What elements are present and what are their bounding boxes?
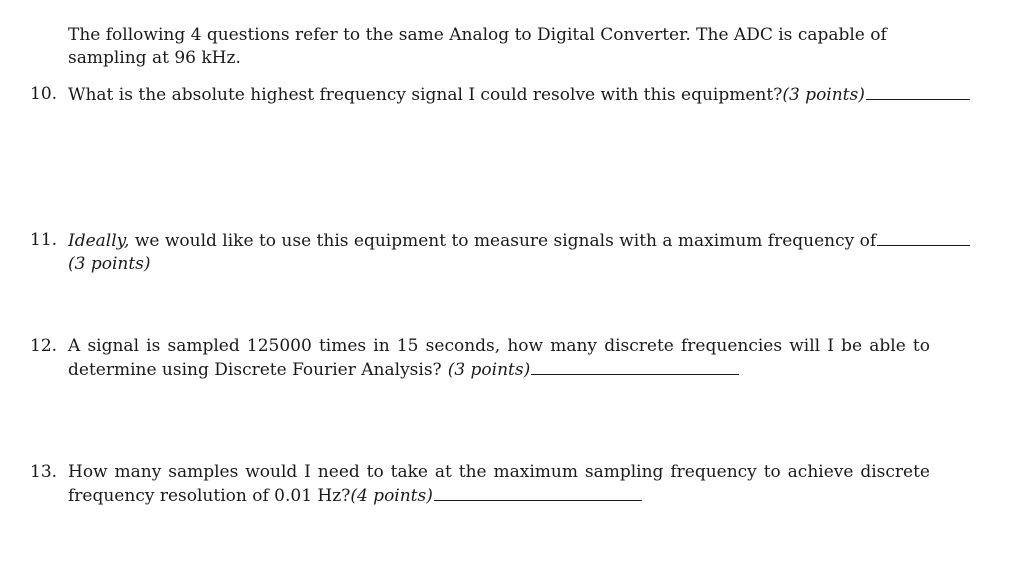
answer-blank[interactable] <box>877 229 970 246</box>
answer-blank[interactable] <box>531 358 739 375</box>
question-10 <box>30 83 970 107</box>
question-text-line-1: A signal is sampled 125000 times in 15 seconds, how many discrete frequencies will I be able to <box>68 336 930 356</box>
intro-line-2: sampling at 96 kHz. <box>68 48 241 68</box>
question-number: 10. <box>30 84 58 104</box>
points-label: (3 points) <box>68 254 151 274</box>
question-number: 12. <box>30 336 58 356</box>
question-11 <box>30 229 970 276</box>
question-text-line-1: How many samples would I need to take at the maximum sampling frequency to achieve discrete <box>68 462 930 482</box>
question-emphasis: Ideally, <box>68 231 130 251</box>
question-13 <box>30 461 970 508</box>
points-label: (3 points) <box>782 85 865 105</box>
answer-blank[interactable] <box>866 83 970 100</box>
question-12 <box>30 335 970 382</box>
points-label: (4 points) <box>350 486 433 506</box>
question-number: 11. <box>30 230 58 250</box>
points-label: (3 points) <box>447 360 531 380</box>
intro-paragraph <box>68 24 948 70</box>
question-text: What is the absolute highest frequency signal I could resolve with this equipment? <box>68 85 783 105</box>
question-number: 13. <box>30 462 58 482</box>
question-text-line-2: frequency resolution of 0.01 Hz? <box>68 486 351 506</box>
question-text-line-2: determine using Discrete Fourier Analysis? <box>68 360 442 380</box>
intro-line-1: The following 4 questions refer to the same Analog to Digital Converter. The ADC is capable of <box>68 25 887 45</box>
answer-blank[interactable] <box>434 484 642 501</box>
question-text: we would like to use this equipment to measure signals with a maximum frequency of <box>129 231 877 251</box>
